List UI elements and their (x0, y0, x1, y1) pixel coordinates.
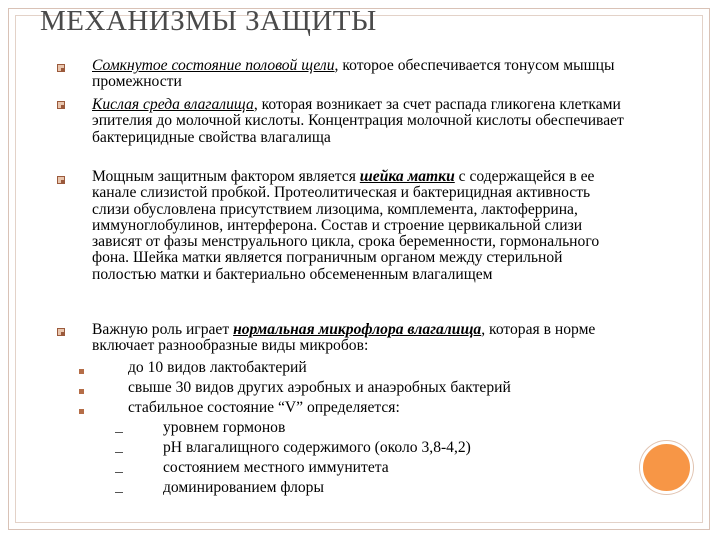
list-item (92, 169, 627, 283)
square-bullet-icon (57, 101, 65, 109)
sub-sub-list-item: pH влагалищного содержимого (около 3,8-4,2) (163, 439, 471, 456)
dash-bullet-icon (115, 492, 123, 493)
list-item (92, 58, 627, 91)
list-item (92, 322, 627, 355)
slide-title: МЕХАНИЗМЫ ЗАЩИТЫ (40, 5, 377, 37)
item-lead-text: Кислая среда влагалища (92, 96, 254, 113)
item-pre-text: Мощным защитным фактором является (92, 168, 360, 185)
small-square-bullet-icon (79, 409, 84, 414)
decorative-orange-circle (640, 441, 693, 494)
item-text: с содержащейся в ее канале слизистой пробкой. Протеолитическая и бактерицидная активность слизи обусловлена присутствием лизоцима, комплемента, лактоферрина, иммуноглобулинов, интерферона. Состав и строение цервикальной слизи зависят от фазы менструального цикла, срока беременности, гормонального фона. Шейка матки является пограничным органом между стерильной полостью матки и бактериально обсемененным влагалищем (92, 168, 600, 283)
item-lead-text: Сомкнутое состояние половой щели (92, 57, 335, 74)
dash-bullet-icon (115, 452, 123, 453)
square-bullet-icon (57, 328, 65, 336)
dash-bullet-icon (115, 432, 123, 433)
item-pre-text: Важную роль играет (92, 321, 234, 338)
sub-sub-list-item: уровнем гормонов (163, 419, 286, 436)
small-square-bullet-icon (79, 369, 84, 374)
sub-sub-list-item: доминированием флоры (163, 479, 324, 496)
square-bullet-icon (57, 176, 65, 184)
item-text: , которое обеспечивается тонусом мышцы промежности (92, 57, 615, 91)
dash-bullet-icon (115, 472, 123, 473)
sub-list-item: до 10 видов лактобактерий (128, 359, 307, 376)
small-square-bullet-icon (79, 389, 84, 394)
item-text: , которая возникает за счет распада гликогена клетками эпителия до молочной кислоты. Концентрация молочной кислоты обеспечивает бактерицидные свойства влагалища (92, 96, 624, 146)
item-text: , которая в норме включает разнообразные виды микробов: (92, 321, 596, 355)
item-lead-text: шейка матки (359, 168, 455, 185)
sub-list-item: свыше 30 видов других аэробных и анаэробных бактерий (128, 379, 511, 396)
square-bullet-icon (57, 64, 65, 72)
sub-list-item: стабильное состояние “V” определяется: (128, 399, 400, 416)
item-lead-text: нормальная микрофлора влагалища (233, 321, 482, 338)
list-item (92, 97, 627, 146)
sub-sub-list-item: состоянием местного иммунитета (163, 459, 389, 476)
